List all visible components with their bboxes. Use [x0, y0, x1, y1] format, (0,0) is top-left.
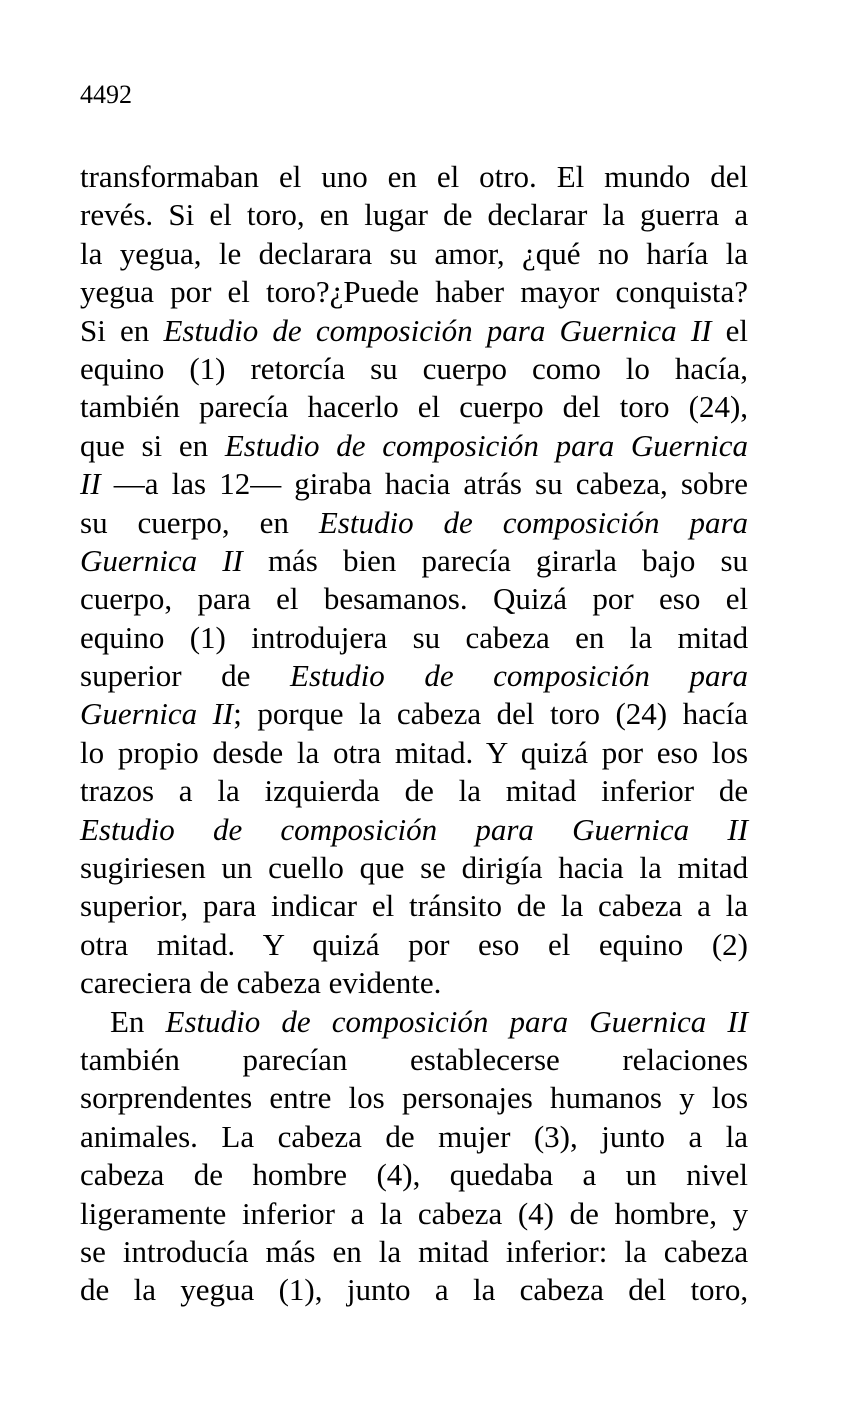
text-word: cabeza — [236, 965, 321, 1001]
text-word: de — [404, 773, 434, 809]
text-word: más — [265, 1233, 316, 1269]
text-word: atrás — [463, 466, 522, 502]
text-word: y — [732, 1195, 749, 1231]
text-word: de — [385, 1118, 415, 1154]
text-word: la — [472, 1272, 496, 1308]
text-line — [80, 964, 748, 1002]
italic-text: de — [272, 312, 302, 348]
text-word: mitad. — [156, 926, 236, 962]
italic-text: Guernica — [559, 312, 677, 348]
italic-text: de — [443, 504, 473, 540]
text-word: del — [562, 389, 601, 425]
text-word: tránsito — [409, 888, 503, 924]
text-word: su — [389, 235, 418, 271]
text-word: lo — [625, 350, 650, 386]
text-word: indicar — [271, 888, 358, 924]
text-word: más — [267, 542, 318, 578]
text-word: junto — [346, 1272, 411, 1308]
text-word: también — [80, 389, 180, 425]
text-word: su — [80, 504, 108, 540]
text-word: de — [443, 197, 473, 233]
italic-text: Estudio — [163, 312, 259, 348]
text-word: por — [408, 926, 450, 962]
text-word: toro, — [246, 197, 305, 233]
text-word: en — [319, 197, 350, 233]
text-word: del — [496, 696, 535, 732]
body-text — [80, 158, 748, 1310]
text-word: animales. — [80, 1118, 198, 1154]
text-word: los — [711, 734, 749, 770]
text-word: a — [697, 888, 711, 924]
text-word: el — [725, 312, 749, 348]
text-line — [80, 350, 748, 388]
text-word: hacerlo — [307, 389, 399, 425]
text-word: hacia — [384, 466, 451, 502]
text-word: los — [348, 1080, 385, 1116]
text-line — [80, 1156, 748, 1194]
text-word: nivel — [686, 1157, 749, 1193]
text-word: el — [278, 159, 302, 194]
text-word: otro. — [479, 159, 537, 194]
text-word: introducía — [122, 1233, 249, 1269]
text-line — [80, 273, 748, 311]
text-word: hacía — [682, 696, 748, 732]
text-word: (3), — [533, 1118, 578, 1154]
italic-text: Guernica — [589, 1003, 707, 1039]
text-word: por — [601, 734, 644, 770]
text-line — [80, 772, 748, 810]
text-word: la — [725, 1118, 749, 1154]
text-word: parecía — [421, 542, 511, 578]
text-line — [80, 465, 748, 503]
text-line — [80, 657, 748, 695]
text-word: desde — [212, 734, 284, 770]
text-word: entre — [269, 1080, 332, 1116]
text-word: superior — [80, 658, 182, 694]
text-word: transformaban — [80, 159, 260, 194]
text-word: besamanos. — [323, 581, 468, 617]
text-word: toro, — [690, 1272, 749, 1308]
text-word: mundo — [604, 159, 691, 194]
italic-text: Guernica — [80, 542, 198, 578]
text-word: su — [535, 466, 563, 502]
text-word: izquierda — [264, 773, 380, 809]
text-word: cabeza — [465, 619, 550, 655]
italic-text: para — [689, 504, 749, 540]
text-word: girarla — [536, 542, 617, 578]
text-word: eso — [656, 734, 699, 770]
text-word: el — [371, 888, 395, 924]
text-word: conquista? — [615, 274, 749, 310]
italic-text: composición — [315, 312, 473, 348]
text-line — [80, 196, 748, 234]
text-word: El — [556, 159, 585, 194]
text-word: inferior — [241, 1195, 335, 1231]
text-word: que — [80, 427, 125, 463]
text-word: equino — [598, 926, 684, 962]
text-word: un — [625, 1157, 657, 1193]
text-word: personajes — [401, 1080, 533, 1116]
text-word: quedaba — [449, 1157, 554, 1193]
text-word: la — [624, 1233, 647, 1269]
text-word: sobre — [680, 466, 749, 502]
text-word: yegua, — [119, 235, 202, 271]
text-word: lugar — [364, 197, 428, 233]
italic-text: Estudio — [224, 427, 320, 463]
text-word: trazos — [80, 773, 155, 809]
italic-text: de — [336, 427, 366, 463]
italic-text: Estudio — [80, 811, 175, 847]
text-word: (1) — [189, 350, 226, 386]
text-word: para — [202, 888, 257, 924]
text-word: también — [80, 1041, 180, 1077]
text-word: en — [575, 619, 605, 655]
text-word: le — [218, 235, 242, 271]
text-word: la — [458, 773, 481, 809]
text-word: Y — [485, 734, 508, 770]
text-line — [80, 734, 748, 772]
text-word: en — [120, 312, 150, 348]
italic-text: composición — [493, 658, 650, 694]
text-word: parecían — [242, 1041, 348, 1077]
text-word: haría — [646, 235, 709, 271]
text-word: superior, — [80, 888, 189, 924]
text-word: retorcía — [250, 350, 346, 386]
text-word: de — [221, 658, 251, 694]
text-word: el — [209, 197, 232, 233]
text-word: mayor — [520, 274, 600, 310]
text-word: amor, — [434, 235, 505, 271]
text-word: y — [679, 1080, 695, 1116]
text-line — [80, 695, 748, 733]
text-word: ; — [233, 696, 242, 732]
text-word: de — [569, 1195, 599, 1231]
text-word: relaciones — [622, 1041, 749, 1077]
text-word: otra — [80, 926, 129, 962]
text-word: el — [725, 581, 749, 617]
text-word: —a — [113, 466, 159, 502]
text-word: establecerse — [410, 1041, 560, 1077]
text-word: (24) — [615, 696, 668, 732]
text-word: se — [420, 850, 446, 886]
text-word: dirigía — [461, 850, 543, 886]
text-word: humanos — [549, 1080, 662, 1116]
italic-text: Estudio — [165, 1003, 261, 1039]
text-word: evidente. — [328, 965, 442, 1001]
text-word: a — [350, 1195, 365, 1231]
text-word: su — [412, 619, 441, 655]
text-word: la — [725, 235, 748, 271]
text-word: careciera — [80, 965, 192, 1001]
text-word: guerra — [640, 197, 720, 233]
italic-text: Estudio — [290, 658, 385, 694]
text-word: un — [221, 850, 253, 886]
text-word: parecía — [198, 389, 289, 425]
text-word: cabeza — [598, 888, 683, 924]
italic-text: Guernica — [572, 811, 690, 847]
text-word: a — [734, 197, 749, 233]
text-word: a — [688, 1118, 703, 1154]
text-word: porque — [257, 696, 344, 732]
text-word: de — [516, 888, 547, 924]
text-word: de — [80, 1272, 110, 1308]
text-word: bien — [342, 542, 397, 578]
text-line — [80, 235, 748, 273]
text-word: cabeza — [396, 696, 482, 732]
italic-text: de — [424, 658, 454, 694]
text-word: (1) — [189, 619, 226, 655]
text-word: el — [547, 926, 571, 962]
text-word: del — [628, 1272, 667, 1308]
text-word: hombre — [252, 1157, 348, 1193]
text-word: la — [629, 619, 653, 655]
text-word: cuerpo, — [80, 581, 173, 617]
text-word: de — [718, 773, 749, 809]
text-word: por — [592, 581, 634, 617]
text-line — [80, 1118, 748, 1156]
text-word: cabeza — [519, 1272, 604, 1308]
text-word: mitad. — [394, 734, 474, 770]
italic-text: de — [212, 811, 243, 847]
text-word: el — [227, 274, 250, 310]
text-line — [80, 504, 748, 542]
italic-text: II — [690, 312, 712, 348]
text-word: giraba — [294, 466, 372, 502]
text-line — [80, 811, 748, 849]
text-word: bajo — [642, 542, 696, 578]
italic-text: composición — [382, 427, 539, 463]
text-word: inferior: — [505, 1233, 608, 1269]
text-word: para — [197, 581, 251, 617]
text-word: cuello — [268, 850, 344, 886]
text-word: sugiriesen — [80, 850, 206, 886]
text-word: mujer — [438, 1118, 511, 1154]
text-word: cuerpo, — [137, 504, 230, 540]
text-word: hacía, — [674, 350, 749, 386]
text-word: su — [370, 350, 398, 386]
text-word: si — [141, 427, 163, 463]
text-line — [80, 1079, 748, 1117]
text-word: la — [133, 1272, 156, 1308]
italic-text: composición — [502, 504, 660, 540]
italic-text: composición — [280, 811, 438, 847]
text-word: mitad — [677, 619, 749, 655]
text-line — [80, 619, 748, 657]
text-word: quizá — [520, 734, 588, 770]
text-line — [80, 388, 748, 426]
text-word: de — [199, 965, 229, 1001]
text-word: mitad — [677, 850, 749, 886]
text-word: sorprendentes — [80, 1080, 253, 1116]
text-word: cuerpo — [459, 389, 544, 425]
text-word: Si — [80, 312, 106, 348]
text-word: se — [80, 1233, 106, 1269]
text-word: la — [378, 1233, 402, 1269]
text-word: en — [178, 427, 209, 463]
italic-text: II — [212, 696, 234, 732]
text-line — [80, 926, 748, 964]
text-line — [80, 1195, 748, 1233]
text-word: (4) — [517, 1195, 554, 1231]
italic-text: de — [281, 1003, 311, 1039]
text-word: (24), — [688, 389, 749, 425]
text-line — [80, 427, 748, 465]
text-word: inferior — [601, 773, 695, 809]
text-word: declarara — [258, 235, 373, 271]
italic-text: para — [486, 312, 546, 348]
italic-text: Estudio — [318, 504, 414, 540]
text-word: propio — [117, 734, 199, 770]
text-word: por — [170, 274, 212, 310]
text-word: junto — [601, 1118, 665, 1154]
italic-text: para — [509, 1003, 569, 1039]
text-word: cabeza — [80, 1157, 165, 1193]
italic-text: II — [222, 542, 243, 578]
italic-text: Guernica — [80, 696, 198, 732]
text-word: la — [602, 197, 625, 233]
text-word: La — [221, 1118, 255, 1154]
italic-text: Guernica — [630, 427, 749, 463]
text-word: revés. — [80, 197, 154, 233]
text-line — [80, 158, 748, 196]
text-word: la — [725, 888, 748, 924]
text-word: 12— — [219, 466, 282, 502]
text-line — [80, 1233, 748, 1271]
text-word: la — [296, 734, 320, 770]
italic-text: para — [555, 427, 615, 463]
text-word: Si — [168, 197, 195, 233]
text-word: hombre, — [614, 1195, 717, 1231]
text-line — [80, 1271, 748, 1309]
text-word: eso — [478, 926, 520, 962]
text-word: cabeza, — [575, 466, 668, 502]
text-word: (1), — [278, 1272, 323, 1308]
text-word: cabeza — [277, 1118, 362, 1154]
text-word: toro?¿Puede — [265, 274, 420, 310]
text-word: a — [582, 1157, 597, 1193]
text-word: en — [259, 504, 289, 540]
text-word: introdujera — [251, 619, 388, 655]
text-word: eso — [659, 581, 701, 617]
italic-text: II — [727, 811, 749, 847]
text-word: el — [417, 389, 441, 425]
text-word: declarar — [487, 197, 588, 233]
text-word: equino — [80, 350, 165, 386]
text-word: de — [193, 1157, 223, 1193]
text-word: En — [110, 1003, 145, 1039]
text-line — [80, 580, 748, 618]
text-word: las — [171, 466, 207, 502]
text-word: Quizá — [492, 581, 567, 617]
text-word: (2) — [711, 926, 748, 962]
text-line — [80, 1041, 748, 1079]
italic-text: para — [689, 658, 749, 694]
text-word: la — [80, 235, 103, 271]
text-word: ligeramente — [80, 1195, 227, 1231]
text-line — [80, 887, 748, 925]
text-line — [80, 312, 748, 350]
text-word: cuerpo — [422, 350, 507, 386]
text-line — [80, 849, 748, 887]
text-word: el — [436, 159, 460, 194]
text-word: el — [276, 581, 299, 617]
italic-text: composición — [331, 1003, 489, 1039]
text-word: cabeza — [417, 1195, 503, 1231]
text-word: ¿qué — [522, 235, 581, 271]
text-word: cabeza — [663, 1233, 749, 1269]
text-word: Y — [262, 926, 284, 962]
text-word: (4), — [376, 1157, 421, 1193]
text-word: que — [359, 850, 405, 886]
text-word: no — [597, 235, 629, 271]
text-word: la — [217, 773, 240, 809]
text-word: mitad — [505, 773, 577, 809]
text-word: su — [720, 542, 749, 578]
text-word: a — [434, 1272, 449, 1308]
text-line — [80, 1003, 748, 1041]
text-word: los — [711, 1080, 749, 1116]
text-word: quizá — [312, 926, 380, 962]
text-word: a — [178, 773, 193, 809]
text-word: en — [332, 1233, 362, 1269]
text-word: otra — [332, 734, 382, 770]
italic-text: para — [475, 811, 534, 847]
text-word: en — [387, 159, 417, 194]
text-word: toro — [619, 389, 670, 425]
text-line — [80, 542, 748, 580]
text-word: uno — [321, 159, 368, 194]
page-number: 4492 — [80, 80, 132, 109]
text-word: mitad — [418, 1233, 489, 1269]
text-word: la — [560, 888, 584, 924]
text-word: toro — [550, 696, 600, 732]
text-word: hacia — [558, 850, 624, 886]
italic-text: II — [80, 466, 101, 502]
text-word: yegua — [80, 274, 155, 310]
text-word: yegua — [180, 1272, 255, 1308]
text-word: como — [531, 350, 601, 386]
text-word: equino — [80, 619, 165, 655]
text-word: lo — [80, 734, 105, 770]
text-word: haber — [435, 274, 505, 310]
text-word: la — [639, 850, 662, 886]
italic-text: II — [727, 1003, 749, 1039]
text-word: del — [710, 159, 749, 194]
text-word: la — [379, 1195, 403, 1231]
text-word: la — [358, 696, 382, 732]
